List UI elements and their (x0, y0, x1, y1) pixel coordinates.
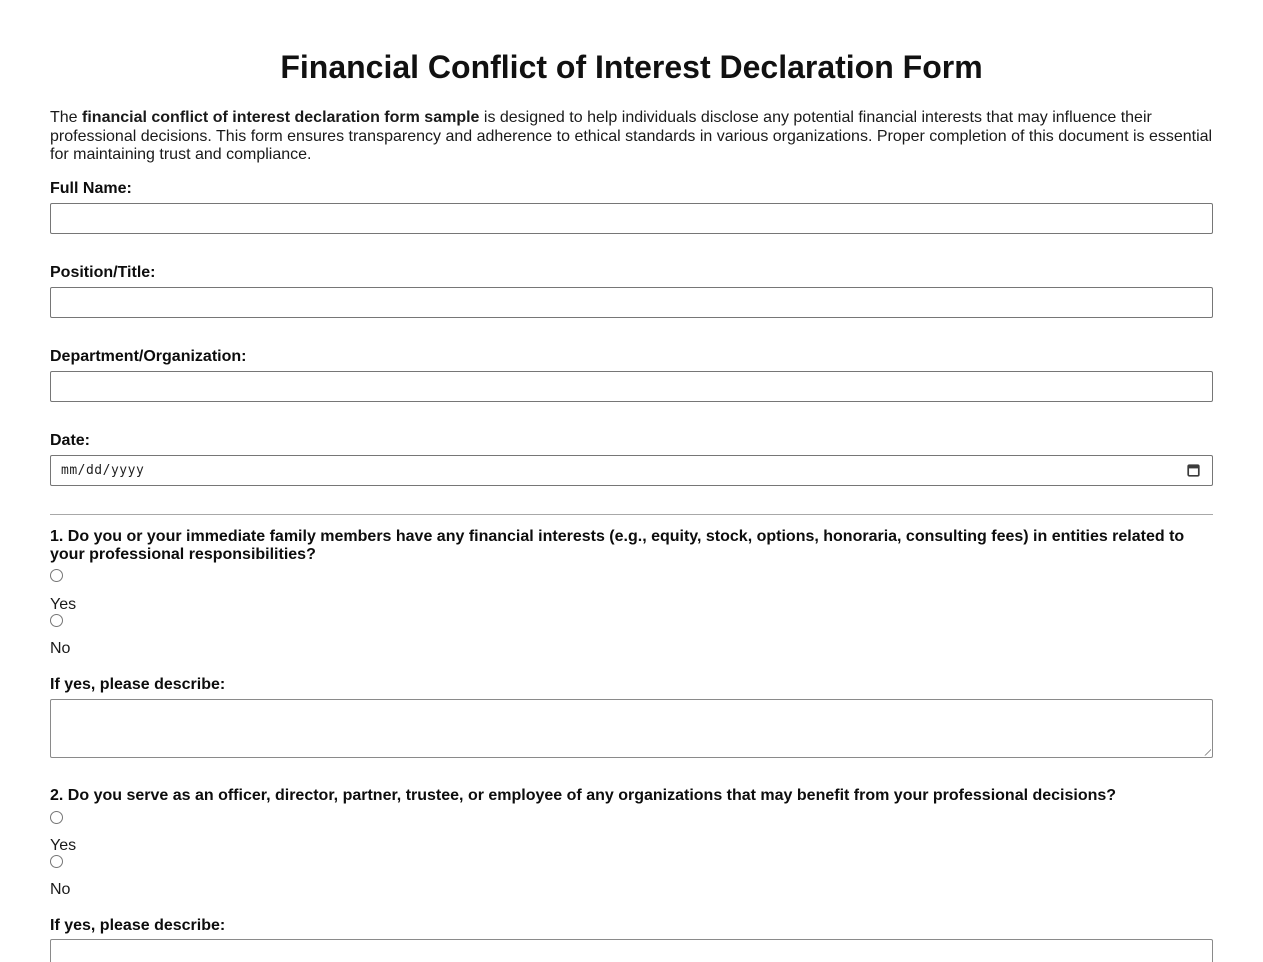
intro-bold-phrase: financial conflict of interest declaration form sample (82, 109, 480, 126)
question-1-no-radio[interactable] (50, 614, 63, 627)
question-2-no-radio-row (50, 855, 1213, 868)
question-2-yes-label: Yes (50, 836, 77, 854)
intro-paragraph (50, 109, 1213, 165)
date-input[interactable] (50, 455, 1213, 486)
form-container (0, 50, 1263, 962)
department-organization-input[interactable] (50, 371, 1213, 402)
question-1-describe-label: If yes, please describe: (50, 675, 226, 693)
page-title: Financial Conflict of Interest Declaration Form (280, 49, 983, 85)
position-title-field-group (50, 264, 1213, 318)
question-1-no-radio-row (50, 614, 1213, 627)
section-divider (50, 514, 1213, 515)
question-2-yes-radio[interactable] (50, 811, 63, 824)
department-organization-field-group (50, 348, 1213, 402)
full-name-field-group (50, 180, 1213, 234)
question-1-yes-radio[interactable] (50, 569, 63, 582)
question-2-no-radio[interactable] (50, 855, 63, 868)
full-name-input[interactable] (50, 203, 1213, 234)
position-title-label: Position/Title: (50, 263, 156, 281)
full-name-label: Full Name: (50, 179, 132, 197)
question-1-text: 1. Do you or your immediate family members have any financial interests (e.g., equity, stock, options, honoraria, consulting fees) in entities related to your professional responsibilities? (50, 527, 1185, 563)
calendar-icon[interactable] (1186, 462, 1201, 478)
date-label: Date: (50, 431, 91, 449)
question-2-describe-wrapper (50, 939, 1213, 962)
intro-prefix: The (50, 109, 83, 126)
department-organization-label: Department/Organization: (50, 347, 247, 365)
question-2-yes-radio-row (50, 811, 1213, 824)
date-placeholder-text: mm/dd/yyyy (61, 462, 145, 478)
question-1-yes-label: Yes (50, 595, 77, 613)
question-1-describe-textarea[interactable] (50, 699, 1213, 758)
question-2-text: 2. Do you serve as an officer, director, partner, trustee, or employee of any organizations that may benefit from your professional decisions? (50, 786, 1117, 804)
intro-suffix: is designed to help individuals disclose any potential financial interests that may influence their professional decisions. This form ensures transparency and adherence to ethical standards in various organizations. Proper completion of this document is essential for maintaining trust and compliance. (50, 109, 1213, 163)
question-1-yes-radio-row (50, 569, 1213, 582)
question-2-describe-textarea[interactable] (50, 939, 1213, 962)
question-1-describe-wrapper (50, 699, 1213, 758)
question-2-describe-label: If yes, please describe: (50, 916, 226, 934)
question-2-no-label: No (50, 880, 71, 898)
date-field-group (50, 432, 1213, 486)
question-1-no-label: No (50, 639, 71, 657)
position-title-input[interactable] (50, 287, 1213, 318)
